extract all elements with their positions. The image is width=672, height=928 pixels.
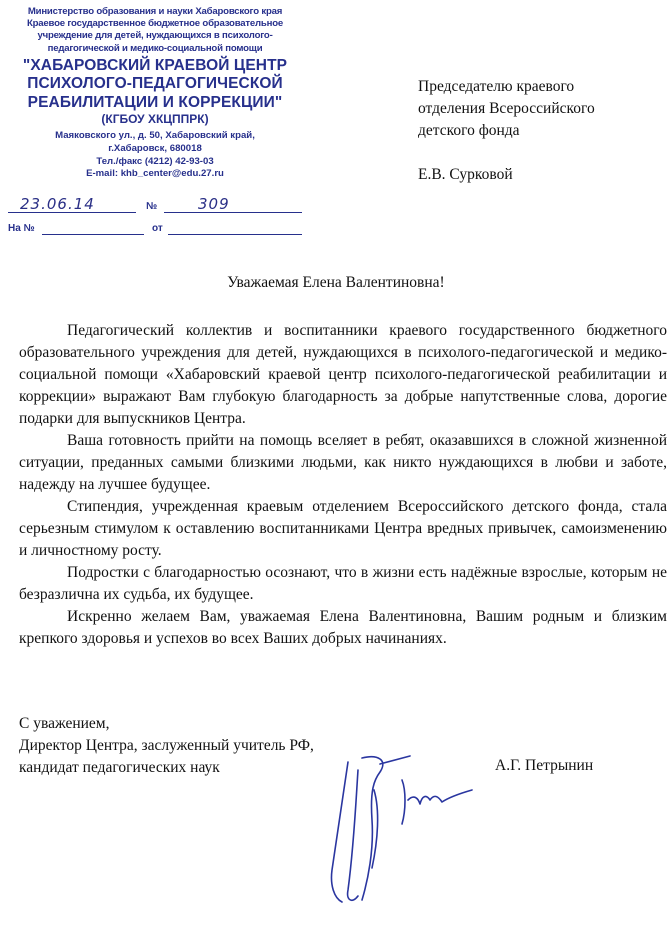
body-paragraph: Подростки с благодарностью осознают, что в жизни есть надёжные взрослые, которым не безразлична их судьба, их будущее. <box>19 564 667 603</box>
recipient-line: отделения Всероссийского <box>418 100 595 117</box>
stamp-org-line: педагогической и медико-социальной помощи <box>47 42 263 54</box>
greeting: Уважаемая Елена Валентиновна! <box>227 274 445 291</box>
stamp-org-line: Краевое государственное бюджетное образовательное <box>26 18 284 30</box>
letter-body <box>19 320 667 650</box>
recipient-name: Е.В. Сурковой <box>418 166 513 183</box>
reference-from-label: от <box>152 223 163 234</box>
letterhead-stamp <box>6 6 304 181</box>
recipient-line: Председателю краевого <box>418 78 575 95</box>
recipient-line: детского фонда <box>418 122 520 139</box>
stamp-center-name: ПСИХОЛОГО-ПЕДАГОГИЧЕСКОЙ <box>27 75 283 93</box>
closing-regards: С уважением, <box>19 715 110 732</box>
stamp-address: г.Хабаровск, 680018 <box>108 142 202 154</box>
reference-underline <box>42 220 144 235</box>
stamp-phone: Тел./факс (4212) 42-93-03 <box>96 155 214 167</box>
stamp-org-line: учреждение для детей, нуждающихся в психолого- <box>37 30 273 42</box>
reference-label: На № <box>8 223 35 234</box>
stamp-ministry: Министерство образования и науки Хабаровского края <box>27 6 283 17</box>
body-paragraph: Искренно желаем Вам, уважаемая Елена Валентиновна, Вашим родным и близким крепкого здоровья и успехов во всех Ваших добрых начинаниях. <box>19 608 667 647</box>
registration-line <box>6 195 306 216</box>
handwritten-signature <box>318 750 488 910</box>
stamp-abbreviation: (КГБОУ ХКЦППРК) <box>101 112 209 127</box>
stamp-center-name: РЕАБИЛИТАЦИИ И КОРРЕКЦИИ" <box>27 93 283 111</box>
number-underline <box>164 198 302 213</box>
body-paragraph: Педагогический коллектив и воспитанники краевого государственного бюджетного образовательного учреждения для детей, нуждающихся в психолого-педагогической и медико-социальной помощи «Хабаровский краевой центр психолого-педагогической реабилитации и коррекции» выражают Вам глубокую благодарность за добрые напутственные слова, дорогие подарки для выпускников Центра. <box>19 322 667 427</box>
registration-number: 309 <box>198 195 230 213</box>
recipient-block <box>418 76 595 186</box>
registration-date: 23.06.14 <box>20 195 95 213</box>
number-label: № <box>146 201 158 212</box>
body-paragraph: Ваша готовность прийти на помощь вселяет в ребят, оказавшихся в сложной жизненной ситуации, преданных самыми близкими людьми, как никто нуждающихся в любви и заботе, надежду на лучшее будущее. <box>19 432 667 493</box>
signer-degree: кандидат педагогических наук <box>19 759 220 776</box>
stamp-address: Маяковского ул., д. 50, Хабаровский край, <box>55 130 255 142</box>
closing-block <box>19 713 314 779</box>
stamp-center-name: "ХАБАРОВСКИЙ КРАЕВОЙ ЦЕНТР <box>22 56 288 74</box>
reference-line <box>6 220 306 238</box>
signer-name: А.Г. Петрынин <box>495 757 594 774</box>
body-paragraph: Стипендия, учрежденная краевым отделением Всероссийского детского фонда, стала серьезным стимулом к оставлению воспитанниками Центра вредных привычек, самоизменению и личностному росту. <box>19 498 667 559</box>
signer-title: Директор Центра, заслуженный учитель РФ, <box>19 737 314 754</box>
stamp-email: E-mail: khb_center@edu.27.ru <box>86 168 224 180</box>
reference-from-underline <box>168 220 302 235</box>
